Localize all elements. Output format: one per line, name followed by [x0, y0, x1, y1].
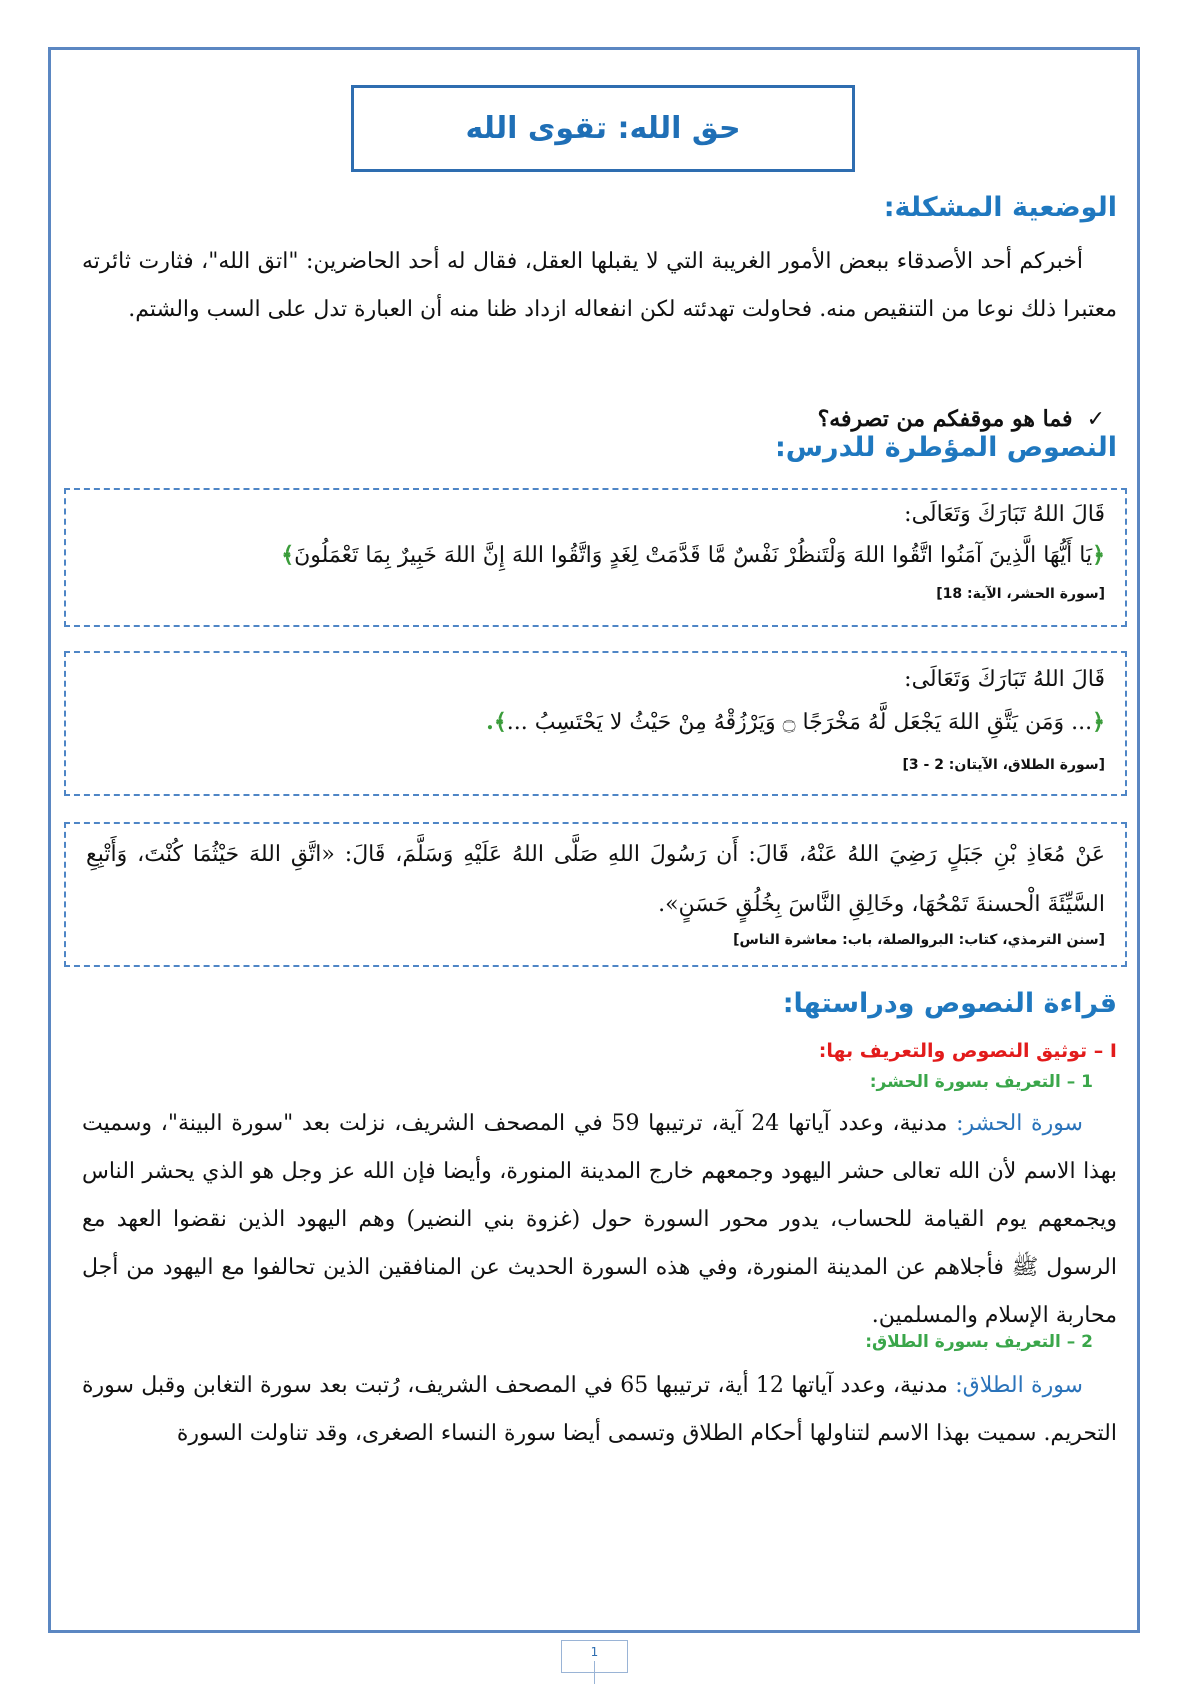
quran-reference: [سورة الطلاق، الآيتان: 2 - 3]: [902, 757, 1105, 773]
problem-heading: الوضعية المشكلة:: [883, 192, 1117, 223]
question-text: فما هو موقفكم من تصرفه؟: [817, 406, 1073, 432]
quran-reference: [سورة الحشر، الآية: 18]: [936, 586, 1105, 602]
quran-box-1: [64, 488, 1127, 627]
talaq-text: مدنية، وعدد آياتها 12 أية، ترتيبها 65 في المصحف الشريف، رُتبت بعد سورة التغابن وقبل سورة التحريم. سميت بهذا الاسم لتناولها أحكام الطلاق وتسمى أيضا سورة النساء الصغرى، وقد تناولت السورة: [82, 1373, 1117, 1446]
quran-verse: يَا أَيُّهَا الَّذِينَ آمَنُوا اتَّقُوا اللهَ وَلْتَنظُرْ نَفْسٌ مَّا قَدَّمَتْ لِغَدٍ وَاتَّقُوا اللهَ إِنَّ اللهَ خَبِيرٌ بِمَا تَعْمَلُونَ: [294, 543, 1093, 568]
quran-verse: ... وَمَن يَتَّقِ اللهَ يَجْعَل لَّهُ مَخْرَجًا ۝ وَيَرْزُقْهُ مِنْ حَيْثُ لا يَحْتَسِبُ ...: [506, 710, 1093, 735]
texts-heading: النصوص المؤطرة للدرس:: [774, 432, 1117, 463]
quran-verse-line: ﴿يَا أَيُّهَا الَّذِينَ آمَنُوا اتَّقُوا اللهَ وَلْتَنظُرْ نَفْسٌ مَّا قَدَّمَتْ لِغَدٍ وَاتَّقُوا اللهَ إِنَّ اللهَ خَبِيرٌ بِمَا تَعْمَلُونَ﴾: [281, 542, 1105, 568]
quran-box-2: [64, 651, 1127, 796]
reading-heading: قراءة النصوص ودراستها:: [782, 988, 1117, 1019]
talaq-lead: سورة الطلاق:: [955, 1373, 1083, 1398]
hadith-box: [64, 822, 1127, 967]
hashr-text: مدنية، وعدد آياتها 24 آية، ترتيبها 59 في المصحف الشريف، نزلت بعد "سورة البينة"، وسميت بهذا الاسم لأن الله تعالى حشر اليهود وجمعهم خارج المدينة المنورة، وأيضا فإن الله عز وجل هو الذي يحشر الناس ويجمعهم يوم القيامة للحساب، يدور محور السورة حول (غزوة بني النضير) وهم اليهود الذين نقضوا العهد مع الرسول ﷺ فأجلاهم عن المدينة المنورة، وفي هذه السورة الحديث عن المنافقين الذين تحالفوا مع اليهود من أجل محاربة الإسلام والمسلمين.: [82, 1111, 1117, 1328]
talaq-paragraph: [82, 1362, 1117, 1458]
problem-text: أخبركم أحد الأصدقاء ببعض الأمور الغريبة التي لا يقبلها العقل، فقال له أحد الحاضرين: "اتق الله"، فثارت ثائرته معتبرا ذلك نوعا من التنقيص منه. فحاولت تهدئته لكن انفعاله ازداد ظنا منه أن العبارة تدل على السب والشتم.: [82, 249, 1117, 322]
check-icon: ✓: [1086, 407, 1105, 432]
hashr-paragraph: [82, 1100, 1117, 1340]
quran-intro: قَالَ اللهُ تَبَارَكَ وَتَعَالَى:: [904, 667, 1105, 692]
hadith-text: عَنْ مُعَاذِ بْنِ جَبَلٍ رَضِيَ اللهُ عَنْهُ، قَالَ: أَن رَسُولَ اللهِ صَلَّى اللهُ عَلَيْهِ وَسَلَّمَ، قَالَ: «اتَّقِ اللهَ حَيْثُمَا كُنْتَ، وَأَتْبِعِ السَّيِّئَةَ الْحسنةَ تَمْحُهَا، وخَالِقِ النَّاسَ بِخُلُقٍ حَسَنٍ».: [86, 842, 1106, 917]
hadith-reference: [سنن الترمذي، كتاب: البروالصلة، باب: معاشرة الناس]: [733, 932, 1105, 948]
talaq-subheading: 2 – التعريف بسورة الطلاق:: [865, 1332, 1093, 1352]
hashr-subheading: 1 – التعريف بسورة الحشر:: [869, 1072, 1093, 1092]
quran-intro: قَالَ اللهُ تَبَارَكَ وَتَعَالَى:: [904, 502, 1105, 527]
problem-paragraph: [82, 238, 1117, 334]
title-box: [351, 85, 855, 172]
problem-question: [818, 406, 1105, 432]
hashr-lead: سورة الحشر:: [956, 1111, 1083, 1136]
documentation-subheading: I – توثيق النصوص والتعريف بها:: [818, 1040, 1117, 1062]
page-number-stem: [594, 1661, 595, 1684]
page-title: حق الله: تقوى الله: [465, 111, 741, 146]
page-number: 1: [590, 1645, 599, 1659]
quran-verse-line: ﴿... وَمَن يَتَّقِ اللهَ يَجْعَل لَّهُ مَخْرَجًا ۝ وَيَرْزُقْهُ مِنْ حَيْثُ لا يَحْتَسِبُ ...﴾.: [486, 709, 1105, 735]
